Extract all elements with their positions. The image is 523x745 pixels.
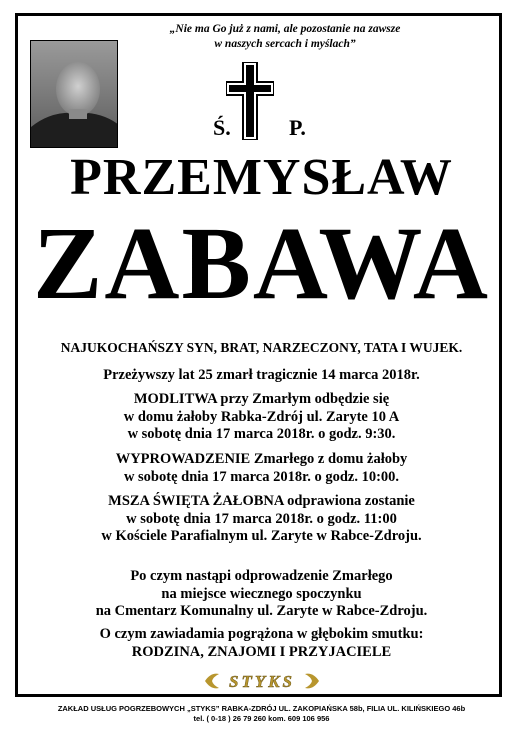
mass-line: w sobotę dnia 17 marca 2018r. o godz. 11:00 xyxy=(126,510,397,527)
prayer-block xyxy=(20,391,503,444)
footer-phone: tel. ( 0-18 ) 26 79 260 kom. 609 106 956 xyxy=(193,714,330,723)
memorial-quote xyxy=(120,22,450,52)
prayer-line: MODLITWA przy Zmarłym odbędzie się xyxy=(133,391,390,407)
death-info xyxy=(20,367,503,385)
burial-line: Po czym nastąpi odprowadzenie Zmarłego xyxy=(130,568,393,584)
cross-icon xyxy=(226,62,274,140)
burial-block xyxy=(20,568,503,621)
deceased-surname: ZABAWA xyxy=(33,206,490,321)
mass-line: w Kościele Parafialnym ul. Zaryte w Rabce-Zdroju. xyxy=(101,528,422,544)
portrait-photo xyxy=(30,40,118,148)
quote-line: w naszych sercach i myślach” xyxy=(214,38,356,50)
mass-block xyxy=(20,493,503,546)
relations-line xyxy=(20,339,503,357)
funeral-home-footer xyxy=(0,704,523,724)
burial-line: na Cmentarz Komunalny ul. Zaryte w Rabce-Zdroju. xyxy=(95,603,428,619)
prayer-line: w sobotę dnia 17 marca 2018r. o godz. 9:30. xyxy=(127,426,396,442)
footer-address: ZAKŁAD USŁUG POGRZEBOWYCH „STYKS” RABKA-ZDRÓJ UL. ZAKOPIAŃSKA 58b, FILIA UL. KILIŃSKIEGO 46b xyxy=(57,704,466,713)
death-info-text: Przeżywszy lat 25 zmarł tragicznie 14 marca 2018r. xyxy=(103,367,420,383)
mass-line: MSZA ŚWIĘTA ŻAŁOBNA odprawiona zostanie xyxy=(108,493,415,509)
procession-line: WYPROWADZENIE Zmarłego z domu żałoby xyxy=(115,451,408,467)
relations-text: NAJUKOCHAŃSZY SYN, BRAT, NARZECZONY, TATA I WUJEK. xyxy=(60,340,463,355)
sp-initial-left: Ś. xyxy=(213,115,231,140)
deceased-first-name: PRZEMYSŁAW xyxy=(70,149,453,206)
logo-text: STYKS xyxy=(228,672,296,691)
prayer-line: w domu żałoby Rabka-Zdrój ul. Zaryte 10 A xyxy=(123,408,400,425)
closing-line: O czym zawiadamia pogrążona w głębokim smutku: xyxy=(99,626,424,642)
burial-line: na miejsce wiecznego spoczynku xyxy=(161,585,362,602)
quote-line: „Nie ma Go już z nami, ale pozostanie na zawsze xyxy=(169,23,401,35)
procession-line: w sobotę dnia 17 marca 2018r. o godz. 10:00. xyxy=(123,468,400,485)
closing-line: RODZINA, ZNAJOMI I PRZYJACIELE xyxy=(131,643,392,660)
styks-logo xyxy=(203,668,321,694)
portrait-image xyxy=(31,41,118,148)
closing-block xyxy=(20,626,503,661)
procession-block xyxy=(20,451,503,486)
sp-initial-right: P. xyxy=(289,115,306,140)
